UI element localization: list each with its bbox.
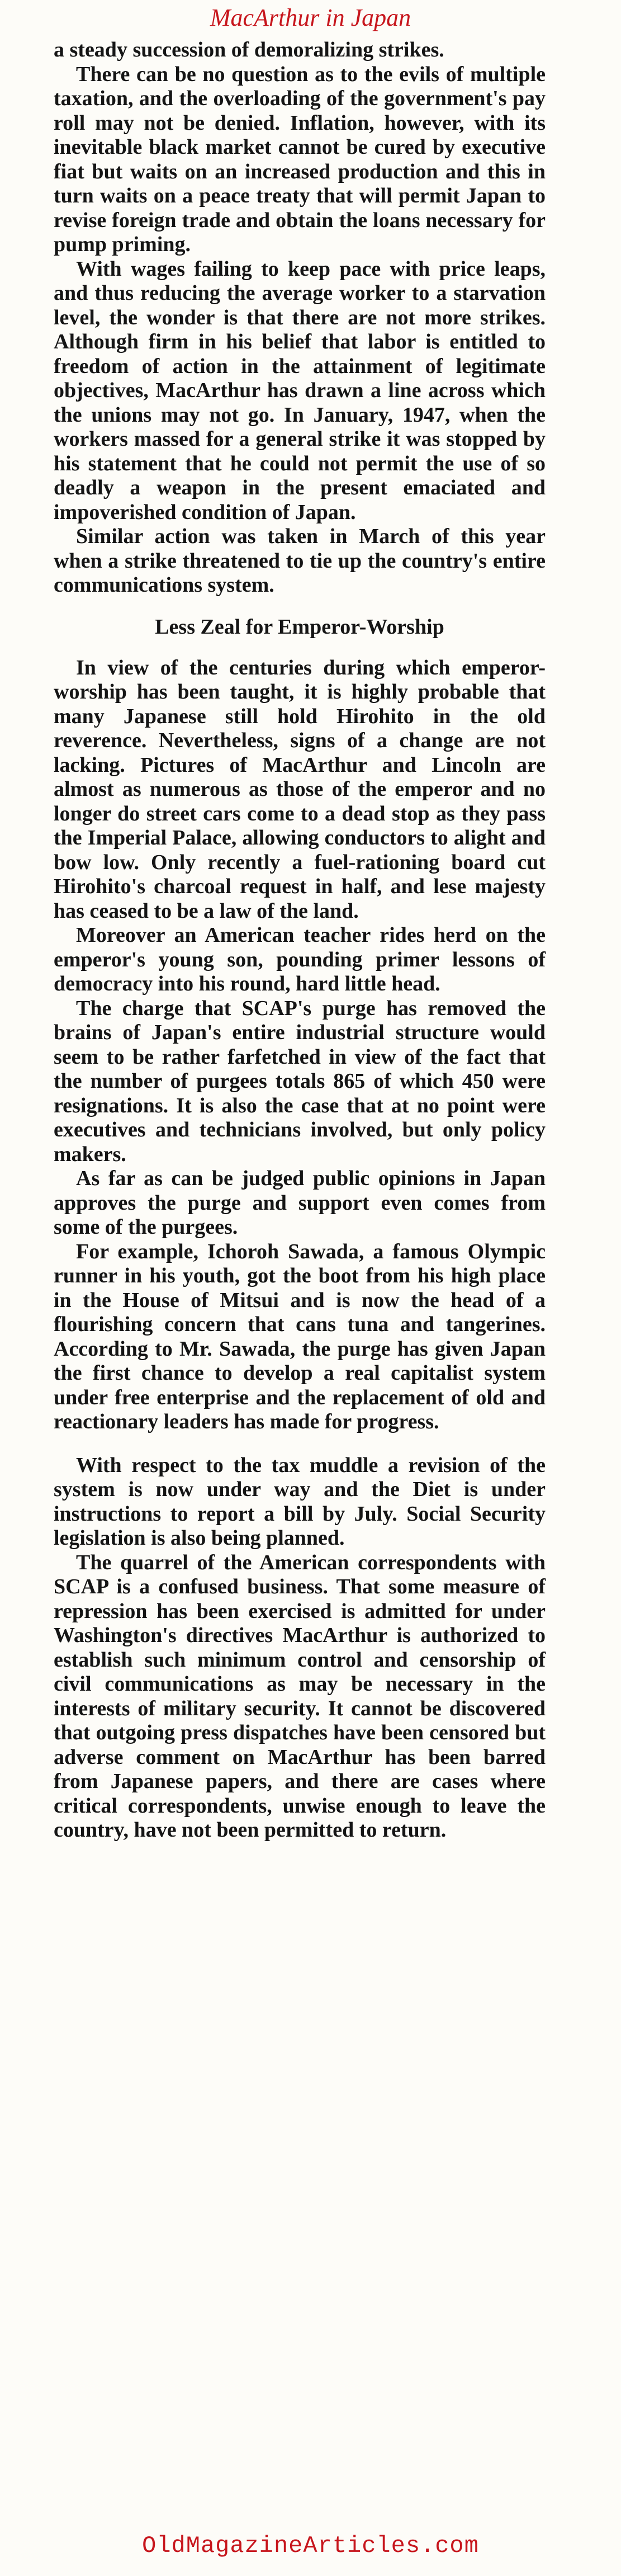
- article-paragraph: The quarrel of the American correspondents with SCAP is a confused business. That some measure of repression has been exercised is admitted for under Washington's directives MacArthur is authorized to establish such minimum control and censorship of civil communications as may be necessary in the interests of military security. It cannot be discovered that outgoing press dispatches have been censored but adverse comment on MacArthur has been barred from Japanese papers, and there are cases where critical correspondents, unwise enough to leave the country, have not been permitted to return.: [54, 1550, 546, 1842]
- section-subhead: Less Zeal for Emperor-Worship: [155, 615, 444, 639]
- article-paragraph: As far as can be judged public opinions in Japan approves the purge and support even comes from some of the purgees.: [54, 1167, 546, 1239]
- masthead-title: MacArthur in Japan: [210, 4, 411, 31]
- article-paragraph: For example, Ichoroh Sawada, a famous Olympic runner in his youth, got the boot from his high place in the House of Mitsui and is now the head of a flourishing concern that cans tuna and tangerines. According to Mr. Sawada, the purge has given Japan the first chance to develop a real capitalist system under free enterprise and the replacement of old and reactionary leaders has made for progress.: [54, 1239, 546, 1433]
- site-watermark: OldMagazineArticles.com: [142, 2532, 479, 2559]
- article-paragraph: In view of the centuries during which emperor-worship has been taught, it is highly probable that many Japanese still hold Hirohito in the old reverence. Nevertheless, signs of a change are not lacking. Pictures of MacArthur and Lincoln are almost as numerous as those of the emperor and no longer do street cars come to a dead stop as they pass the Imperial Palace, allowing conductors to alight and bow low. Only recently a fuel-rationing board cut Hirohito's charcoal request in half, and lese majesty has ceased to be a law of the land.: [54, 655, 546, 923]
- article-paragraph: Moreover an American teacher rides herd on the emperor's young son, pounding primer lessons of democracy into his round, hard little head.: [54, 923, 546, 996]
- article-paragraph: The charge that SCAP's purge has removed the brains of Japan's entire industrial structure would seem to be rather farfetched in view of the fact that the number of purgees totals 865 of which 450 were resignations. It is also the case that at no point were executives and technicians involved, but only policy makers.: [54, 996, 546, 1166]
- article-paragraph: With respect to the tax muddle a revision of the system is now under way and the Diet is under instructions to report a bill by July. Social Security legislation is also being planned.: [54, 1453, 546, 1550]
- article-body: [54, 38, 546, 1843]
- article-paragraph: There can be no question as to the evils of multiple taxation, and the overloading of the government's pay roll may not be denied. Inflation, however, with its inevitable black market cannot be cured by executive fiat but waits on an increased production and this in turn waits on a peace treaty that will permit Japan to revise foreign trade and obtain the loans necessary for pump priming.: [54, 62, 546, 256]
- article-paragraph: Similar action was taken in March of this year when a strike threatened to tie up the country's entire communications system.: [54, 525, 546, 597]
- article-paragraph: a steady succession of demoralizing strikes.: [54, 38, 444, 62]
- article-paragraph: With wages failing to keep pace with price leaps, and thus reducing the average worker to a starvation level, the wonder is that there are not more strikes. Although firm in his belief that labor is entitled to freedom of action in the attainment of legitimate objectives, MacArthur has drawn a line across which the unions may not go. In January, 1947, when the workers massed for a general strike it was stopped by his statement that he could not permit the use of so deadly a weapon in the present emaciated and impoverished condition of Japan.: [54, 257, 546, 524]
